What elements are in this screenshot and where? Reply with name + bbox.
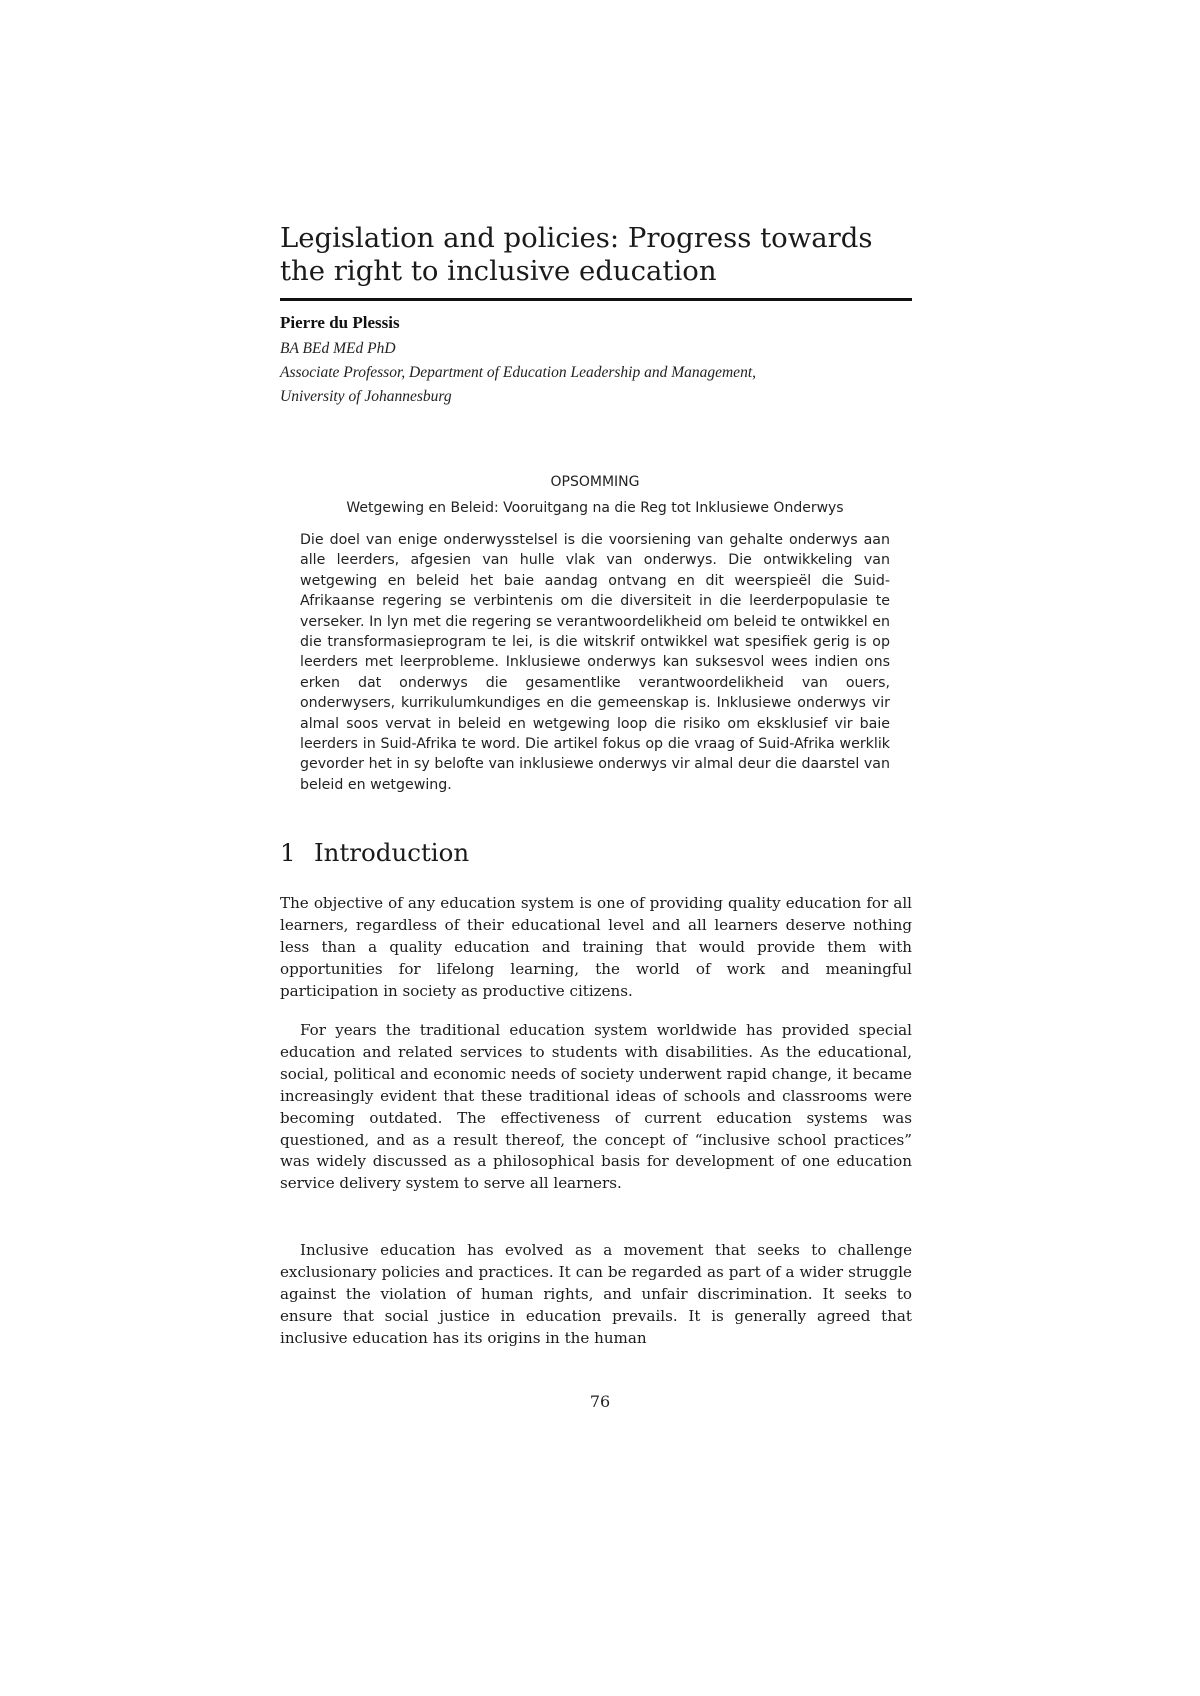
author-name: Pierre du Plessis	[280, 313, 400, 332]
title-rule	[280, 298, 912, 301]
author-affiliation-line1: Associate Professor, Department of Education Leadership and Management,	[280, 364, 756, 381]
paragraph-1: The objective of any education system is one of providing quality education for all learners, regardless of their educational level and all learners deserve nothing less than a quality education and training that would provide them with opportunities for lifelong learning, the world of work and meaningful participation in society as productive citizens.	[280, 894, 912, 1000]
section-heading	[280, 838, 469, 867]
author-degrees: BA BEd MEd PhD	[280, 340, 396, 357]
paragraph-3: Inclusive education has evolved as a movement that seeks to challenge exclusionary policies and practices. It can be regarded as part of a wider struggle against the violation of human rights, and unfair discrimination. It seeks to ensure that social justice in education prevails. It is generally agreed that inclusive education has its origins in the human	[280, 1241, 912, 1347]
abstract-heading: OPSOMMING	[550, 474, 640, 490]
paragraph-2: For years the traditional education system worldwide has provided special education and related services to students with disabilities. As the educational, social, political and economic needs of society underwent rapid change, it became increasingly evident that these traditional ideas of schools and classrooms were becoming outdated. The effectiveness of current education systems was questioned, and as a result thereof, the concept of “inclusive school practices” was widely discussed as a philosophical basis for development of one education service delivery system to serve all learners.	[280, 1021, 912, 1193]
page-number: 76	[589, 1392, 611, 1411]
article-title: Legislation and policies: Progress towards the right to inclusive education	[280, 222, 873, 287]
author-affiliation-line2: University of Johannesburg	[280, 388, 452, 405]
abstract-subtitle: Wetgewing en Beleid: Vooruitgang na die Reg tot Inklusiewe Onderwys	[346, 500, 844, 516]
section-title: Introduction	[314, 838, 470, 867]
abstract-body: Die doel van enige onderwysstelsel is die voorsiening van gehalte onderwys aan alle leerders, afgesien van hulle vlak van onderwys. Die ontwikkeling van wetgewing en beleid het baie aandag ontvang en dit weerspieël die Suid-Afrikaanse regering se verbintenis om die diversiteit in die leerderpopulasie te verseker. In lyn met die regering se verantwoordelikheid om beleid te ontwikkel en die transformasieprogram te lei, is die witskrif ontwikkel wat spesifiek gerig is op leerders met leerprobleme. Inklusiewe onderwys kan suksesvol wees indien ons erken dat onderwys die gesamentlike verantwoordelikheid van ouers, onderwysers, kurrikulumkundiges en die gemeenskap is. Inklusiewe onderwys vir almal soos vervat in beleid en wetgewing loop die risiko om eksklusief vir baie leerders in Suid-Afrika te word. Die artikel fokus op die vraag of Suid-Afrika werklik gevorder het in sy belofte van inklusiewe onderwys vir almal deur die daarstel van beleid en wetgewing.	[300, 532, 890, 793]
section-number: 1	[280, 838, 296, 867]
